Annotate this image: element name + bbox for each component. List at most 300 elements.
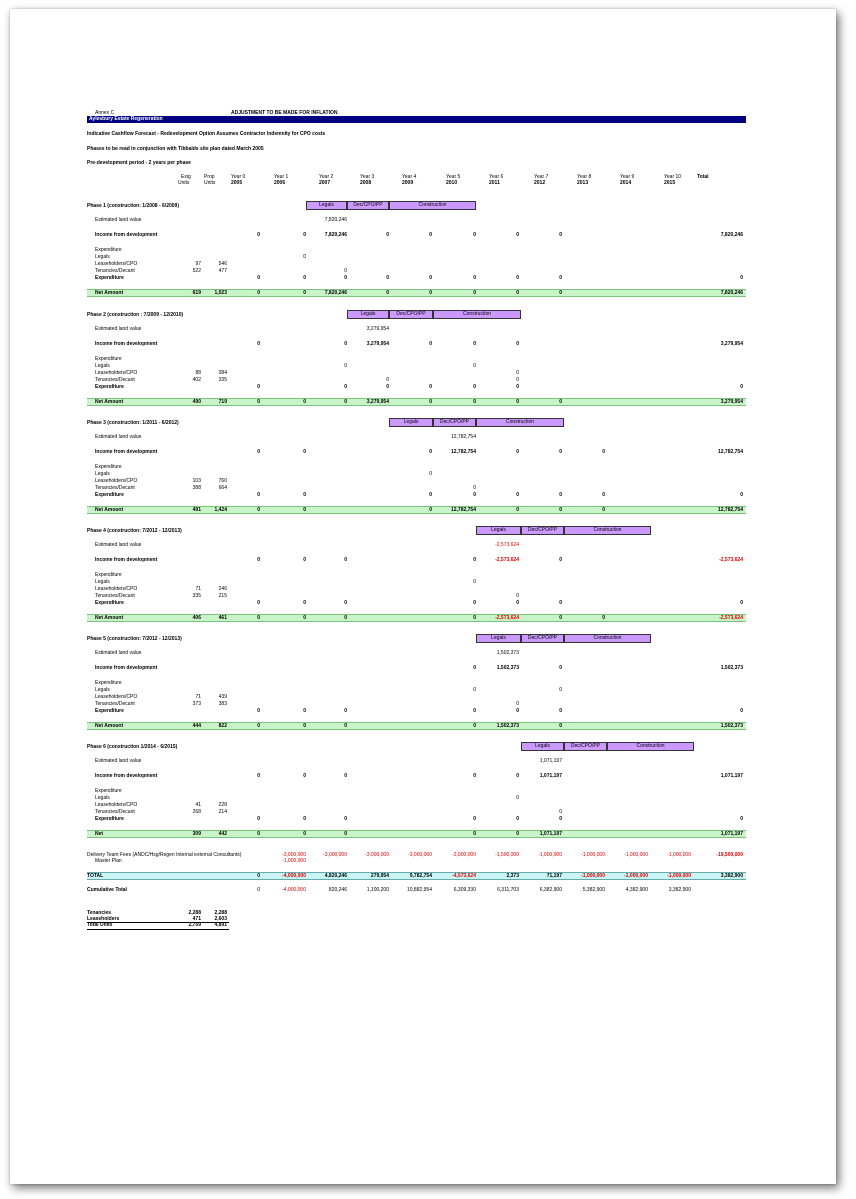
net-amount-value: 3,279,954 (720, 399, 743, 405)
income-value: 0 (516, 773, 519, 779)
net-amount-value: 1,071,197 (720, 831, 743, 837)
expenditure-value: 0 (516, 708, 519, 714)
tenancies-value: 388 (192, 485, 201, 491)
legals-value: 0 (516, 795, 519, 801)
total-value: -4,573,624 (452, 873, 476, 879)
income-value: -2,573,624 (495, 557, 519, 563)
leaseholders-label: Leaseholders/CPO (95, 694, 138, 700)
summary-proposed: 2,288 (214, 910, 227, 916)
income-value: -2,573,624 (719, 557, 743, 563)
document-title: Aylesbury Estate Regeneration (89, 116, 163, 122)
legals-label: Legals (95, 795, 110, 801)
cumulative-value: 6,382,900 (539, 887, 562, 893)
leaseholders-value: 71 (195, 694, 201, 700)
net-amount-value: 619 (192, 290, 201, 296)
income-value: 0 (303, 557, 306, 563)
cumulative-value: 820,246 (328, 887, 347, 893)
net-amount-value: 0 (602, 615, 605, 621)
net-amount-value: 0 (303, 615, 306, 621)
income-value: 0 (559, 557, 562, 563)
title-bar (87, 116, 746, 123)
tenancies-value: 0 (386, 377, 389, 383)
income-value: 0 (257, 232, 260, 238)
tenancies-value: 335 (192, 593, 201, 599)
year-column-header: Year 4 (402, 174, 417, 180)
tenancies-value: 0 (516, 593, 519, 599)
income-value: 0 (429, 341, 432, 347)
expenditure-value: 0 (516, 275, 519, 281)
net-amount-label: Net Amount (95, 290, 124, 296)
timeline-bar-construction: Construction (564, 526, 651, 535)
net-amount-value: 491 (192, 507, 201, 513)
estimated-land-value-label: Estimated land value (95, 758, 142, 764)
summary-proposed: 4,891 (214, 922, 227, 928)
income-value: 0 (303, 232, 306, 238)
summary-existing: 471 (192, 916, 201, 922)
net-amount-label: Net (95, 831, 104, 837)
delivery-fee-value: -1,500,000 (495, 852, 519, 858)
estimated-land-value-label: Estimated land value (95, 326, 142, 332)
leaseholders-value: 97 (195, 261, 201, 267)
tenancies-label: Tenancies/Decant (95, 377, 135, 383)
tenancies-value: 0 (516, 377, 519, 383)
summary-proposed: 2,603 (214, 916, 227, 922)
delivery-fee-value: -1,000,000 (581, 852, 605, 858)
net-amount-value: 0 (429, 399, 432, 405)
estimated-land-value: 12,782,754 (450, 434, 476, 440)
year-column-header: 2005 (231, 180, 243, 186)
year-column-header: Year 6 (489, 174, 504, 180)
tenancies-label: Tenancies/Decant (95, 809, 135, 815)
expenditure-value: 0 (473, 492, 476, 498)
tenancies-value: 477 (218, 268, 227, 274)
year-column-header: Year 1 (274, 174, 289, 180)
phase-heading: Phase 6 (construction 1/2014 - 6/2015) (87, 744, 178, 750)
net-amount-value: 0 (344, 831, 347, 837)
year-column-header: 2011 (489, 180, 500, 186)
expenditure-value: 0 (344, 708, 347, 714)
expenditure-value: 0 (303, 708, 306, 714)
income-value: 0 (344, 773, 347, 779)
net-amount-value: 822 (218, 723, 227, 729)
leaseholders-value: 439 (218, 694, 227, 700)
net-amount-value: 461 (218, 615, 227, 621)
net-amount-value: 0 (473, 290, 476, 296)
expenditure-label: Expenditure (95, 464, 122, 470)
expenditure-value: 0 (257, 600, 260, 606)
income-value: 12,782,754 (450, 449, 476, 455)
cumulative-value: 4,382,900 (625, 887, 648, 893)
expenditure-value: 0 (602, 492, 605, 498)
expenditure-value: 0 (740, 600, 743, 606)
net-amount-value: 0 (303, 290, 306, 296)
income-value: 0 (303, 773, 306, 779)
leaseholders-value: 41 (195, 802, 201, 808)
income-value: 0 (473, 773, 476, 779)
expenditure-value: 0 (344, 600, 347, 606)
tenancies-value: 0 (559, 809, 562, 815)
total-column-header: Total (697, 174, 709, 180)
tenancies-value: 268 (192, 809, 201, 815)
net-amount-value: 0 (257, 615, 260, 621)
income-value: 1,071,197 (720, 773, 743, 779)
net-amount-value: 0 (473, 831, 476, 837)
income-value: 3,279,954 (720, 341, 743, 347)
leaseholders-value: 246 (218, 586, 227, 592)
delivery-fee-value: -3,000,000 (282, 852, 306, 858)
legals-value: 0 (429, 471, 432, 477)
expenditure-value: 0 (303, 275, 306, 281)
tenancies-value: 335 (218, 377, 227, 383)
income-value: 0 (602, 449, 605, 455)
expenditure-value: 0 (303, 600, 306, 606)
income-value: 0 (344, 557, 347, 563)
legals-value: 0 (559, 687, 562, 693)
delivery-fee-value: -3,000,000 (365, 852, 389, 858)
total-value: 2,373 (506, 873, 519, 879)
net-amount-value: 0 (429, 290, 432, 296)
annex-label: Annex C (95, 110, 115, 116)
expenditure-value: 0 (740, 275, 743, 281)
leaseholders-value: 0 (516, 370, 519, 376)
delivery-fee-value: -1,000,000 (624, 852, 648, 858)
expenditure-value: 0 (559, 275, 562, 281)
net-amount-value: 0 (473, 615, 476, 621)
year-column-header: 2007 (319, 180, 331, 186)
expenditure-value: 0 (559, 708, 562, 714)
delivery-fee-value: -1,000,000 (538, 852, 562, 858)
legals-value: 0 (344, 363, 347, 369)
net-amount-value: 7,820,246 (324, 290, 347, 296)
cumulative-value: 6,311,703 (497, 887, 519, 893)
predevelopment-note: Pre-development period - 2 years per phase (87, 160, 191, 166)
timeline-bar-dec-cpo-pp: Dec/CPO/PP (389, 310, 433, 319)
expenditure-label: Expenditure (95, 247, 122, 253)
tenancies-value: 0 (516, 701, 519, 707)
timeline-bar-dec-cpo-pp: Dec/CPO/PP (433, 418, 476, 427)
expenditure-value: 0 (344, 384, 347, 390)
expenditure-total-label: Expenditure (95, 492, 124, 498)
expenditure-value: 0 (473, 275, 476, 281)
expenditure-label: Expenditure (95, 788, 122, 794)
timeline-bar-legals: Legals (389, 418, 433, 427)
expenditure-value: 0 (559, 816, 562, 822)
expenditure-value: 0 (740, 492, 743, 498)
expenditure-value: 0 (516, 384, 519, 390)
leaseholders-label: Leaseholders/CPO (95, 802, 138, 808)
cumulative-value: 10,882,954 (406, 887, 432, 893)
net-amount-value: 0 (303, 723, 306, 729)
timeline-bar-legals: Legals (476, 634, 521, 643)
net-amount-value: 0 (516, 399, 519, 405)
net-amount-value: 12,782,754 (450, 507, 476, 513)
income-value: 0 (429, 449, 432, 455)
cumulative-value: 6,309,330 (453, 887, 476, 893)
tenancies-value: 664 (218, 485, 227, 491)
income-label: Income from development (95, 232, 158, 238)
leaseholders-label: Leaseholders/CPO (95, 261, 138, 267)
net-amount-value: -2,573,624 (495, 615, 519, 621)
tenancies-value: 383 (218, 701, 227, 707)
income-value: 1,502,373 (496, 665, 519, 671)
net-amount-value: 0 (429, 507, 432, 513)
net-amount-value: 3,279,954 (366, 399, 389, 405)
expenditure-label: Expenditure (95, 356, 122, 362)
delivery-fee-value: -2,000,000 (452, 852, 476, 858)
net-amount-value: 0 (257, 831, 260, 837)
expenditure-value: 0 (473, 600, 476, 606)
leaseholders-value: 228 (218, 802, 227, 808)
tenancies-value: 402 (192, 377, 201, 383)
total-value: -1,000,000 (581, 873, 605, 879)
timeline-bar-dec-cpo-pp: Dec/CPO/PP (521, 634, 564, 643)
year-column-header: Year 0 (231, 174, 246, 180)
total-value: 279,954 (370, 873, 389, 879)
income-label: Income from development (95, 449, 158, 455)
subtitle: Indicative Cashflow Forecast - Redevelopment Option Assumes Contractor Indemnity for CPO costs (87, 131, 326, 137)
net-amount-value: 0 (257, 290, 260, 296)
phase-heading: Phase 2 (construction : 7/2009 - 12/2010) (87, 312, 184, 318)
net-amount-value: 0 (516, 831, 519, 837)
income-value: 0 (473, 232, 476, 238)
net-amount-value: 442 (218, 831, 227, 837)
timeline-bar-legals: Legals (521, 742, 564, 751)
net-amount-value: 0 (386, 290, 389, 296)
income-label: Income from development (95, 341, 158, 347)
expenditure-value: 0 (257, 275, 260, 281)
estimated-land-value: -2,573,624 (495, 542, 519, 548)
income-label: Income from development (95, 773, 158, 779)
delivery-fees-label: Delivery Team Fees (ANDC/Hsg/Regen Internal external Consultants) (87, 852, 242, 858)
year-column-header: 2010 (446, 180, 458, 186)
income-value: 0 (257, 557, 260, 563)
net-amount-value: 1,023 (214, 290, 227, 296)
leaseholders-label: Leaseholders/CPO (95, 586, 138, 592)
expenditure-value: 0 (303, 816, 306, 822)
phase-heading: Phase 4 (construction: 7/2012 - 12/2013) (87, 528, 182, 534)
income-value: 0 (473, 557, 476, 563)
total-value: -4,000,000 (282, 873, 306, 879)
net-amount-value: 0 (516, 290, 519, 296)
income-value: 0 (516, 232, 519, 238)
income-value: 7,820,246 (324, 232, 347, 238)
year-column-header: 2006 (274, 180, 286, 186)
summary-underline (87, 922, 229, 923)
timeline-bar-legals: Legals (347, 310, 389, 319)
tenancies-label: Tenancies/Decant (95, 268, 135, 274)
net-amount-value: 1,502,373 (720, 723, 743, 729)
total-value: 9,782,754 (409, 873, 432, 879)
expenditure-value: 0 (516, 600, 519, 606)
expenditure-value: 0 (516, 492, 519, 498)
net-amount-value: 12,782,754 (717, 507, 743, 513)
expenditure-value: 0 (344, 816, 347, 822)
total-value: 71,197 (546, 873, 562, 879)
net-amount-value: 406 (192, 615, 201, 621)
expenditure-label: Expenditure (95, 572, 122, 578)
delivery-fee-value: -3,000,000 (408, 852, 432, 858)
expenditure-value: 0 (559, 492, 562, 498)
estimated-land-value-label: Estimated land value (95, 650, 142, 656)
timeline-bar-construction: Construction (564, 634, 651, 643)
legals-label: Legals (95, 471, 110, 477)
expenditure-total-label: Expenditure (95, 708, 124, 714)
phase-heading: Phase 5 (construction: 7/2012 - 12/2013) (87, 636, 182, 642)
tenancies-value: 522 (192, 268, 201, 274)
year-column-header: Year 9 (620, 174, 635, 180)
expenditure-value: 0 (516, 816, 519, 822)
net-amount-value: 0 (344, 723, 347, 729)
income-value: 1,071,197 (539, 773, 562, 779)
total-value: 0 (257, 873, 260, 879)
net-amount-label: Net Amount (95, 399, 124, 405)
net-amount-value: 719 (218, 399, 227, 405)
income-label: Income from development (95, 665, 158, 671)
expenditure-value: 0 (473, 816, 476, 822)
income-value: 0 (559, 449, 562, 455)
plan-note: Phases to be read in conjunction with Tibbalds site plan dated March 2005 (87, 146, 264, 152)
inflation-heading: ADJUSTMENT TO BE MADE FOR INFLATION (231, 110, 338, 116)
year-column-header: 2009 (402, 180, 414, 186)
grand-total: 3,382,900 (720, 873, 743, 879)
year-column-header: 2013 (577, 180, 589, 186)
legals-value: 0 (473, 687, 476, 693)
expenditure-value: 0 (303, 492, 306, 498)
net-amount-value: 0 (257, 399, 260, 405)
leaseholders-value: 103 (192, 478, 201, 484)
estimated-land-value-label: Estimated land value (95, 434, 142, 440)
net-amount-label: Net Amount (95, 723, 124, 729)
net-amount-value: 0 (303, 831, 306, 837)
leaseholders-label: Leaseholders/CPO (95, 478, 138, 484)
expenditure-value: 0 (429, 492, 432, 498)
net-amount-value: -2,573,624 (719, 615, 743, 621)
expenditure-value: 0 (344, 275, 347, 281)
expenditure-value: 0 (386, 275, 389, 281)
phase-heading: Phase 1 (construction: 1/2008 - 6/2009) (87, 203, 179, 209)
expenditure-value: 0 (257, 384, 260, 390)
net-amount-value: 1,502,373 (496, 723, 519, 729)
legals-value: 0 (473, 363, 476, 369)
tenancies-value: 215 (218, 593, 227, 599)
year-column-header: Year 5 (446, 174, 461, 180)
year-column-header: Year 3 (360, 174, 375, 180)
expenditure-value: 0 (740, 708, 743, 714)
summary-existing: 2,759 (188, 922, 201, 928)
income-value: 0 (257, 449, 260, 455)
estimated-land-value-label: Estimated land value (95, 542, 142, 548)
net-amount-value: 444 (192, 723, 201, 729)
income-value: 0 (473, 341, 476, 347)
tenancies-label: Tenancies/Decant (95, 701, 135, 707)
income-value: 0 (473, 665, 476, 671)
year-column-header: Year 10 (664, 174, 682, 180)
timeline-bar-dec-cpo-pp: Dec/CPO/PP (564, 742, 607, 751)
estimated-land-value: 1,502,373 (496, 650, 519, 656)
net-amount-value: 0 (559, 723, 562, 729)
net-amount-value: 0 (257, 507, 260, 513)
expenditure-value: 0 (429, 384, 432, 390)
income-value: 3,279,954 (366, 341, 389, 347)
cumulative-value: 0 (257, 887, 260, 893)
expenditure-value: 0 (473, 708, 476, 714)
legals-label: Legals (95, 363, 110, 369)
estimated-land-value: 3,279,954 (366, 326, 389, 332)
year-column-header: 2012 (534, 180, 546, 186)
net-amount-label: Net Amount (95, 507, 124, 513)
income-value: 7,820,246 (720, 232, 743, 238)
net-amount-value: 0 (473, 723, 476, 729)
net-amount-value: 0 (559, 399, 562, 405)
expenditure-value: 0 (386, 384, 389, 390)
leaseholders-value: 760 (218, 478, 227, 484)
expenditure-value: 0 (473, 384, 476, 390)
year-column-header: Year 2 (319, 174, 334, 180)
tenancies-value: 373 (192, 701, 201, 707)
total-value: 4,820,246 (324, 873, 347, 879)
cumulative-value: 5,382,900 (582, 887, 605, 893)
income-label: Income from development (95, 557, 158, 563)
income-value: 0 (344, 341, 347, 347)
exist-units-header: Exig (181, 174, 191, 180)
expenditure-value: 0 (740, 816, 743, 822)
year-column-header: 2014 (620, 180, 632, 186)
expenditure-value: 0 (257, 708, 260, 714)
leaseholders-value: 88 (195, 370, 201, 376)
net-amount-value: 0 (473, 399, 476, 405)
expenditure-value: 0 (559, 600, 562, 606)
timeline-bar-legals: Legals (306, 201, 347, 210)
legals-label: Legals (95, 254, 110, 260)
cumulative-label: Cumulative Total (87, 887, 127, 893)
expenditure-total-label: Expenditure (95, 600, 124, 606)
net-amount-value: 0 (559, 290, 562, 296)
delivery-fees-total: -19,500,000 (716, 852, 743, 858)
estimated-land-value-label: Estimated land value (95, 217, 142, 223)
net-amount-value: 0 (257, 723, 260, 729)
delivery-fee-value: -1,000,000 (667, 852, 691, 858)
timeline-bar-legals: Legals (476, 526, 521, 535)
cumulative-value: 3,382,900 (668, 887, 691, 893)
expenditure-label: Expenditure (95, 680, 122, 686)
estimated-land-value: 1,071,197 (539, 758, 562, 764)
net-amount-value: 1,071,197 (539, 831, 562, 837)
expenditure-total-label: Expenditure (95, 384, 124, 390)
expenditure-total-label: Expenditure (95, 275, 124, 281)
summary-label: Tenancies (87, 910, 112, 916)
net-amount-value: 0 (559, 507, 562, 513)
income-value: 0 (257, 341, 260, 347)
total-value: -1,000,000 (667, 873, 691, 879)
tenancies-label: Tenancies/Decant (95, 593, 135, 599)
year-column-header: Year 8 (577, 174, 592, 180)
leaseholders-value: 546 (218, 261, 227, 267)
timeline-bar-construction: Construction (607, 742, 694, 751)
income-value: 12,782,754 (717, 449, 743, 455)
leaseholders-label: Leaseholders/CPO (95, 370, 138, 376)
estimated-land-value: 7,820,246 (324, 217, 347, 223)
year-column-header: 2015 (664, 180, 676, 186)
net-amount-value: 7,820,246 (720, 290, 743, 296)
total-label: TOTAL (87, 873, 104, 879)
summary-label: Leaseholders (87, 916, 120, 922)
exist-units-header: Units (178, 180, 190, 186)
year-column-header: Year 7 (534, 174, 549, 180)
cumulative-value: 1,100,200 (366, 887, 389, 893)
expenditure-value: 0 (257, 492, 260, 498)
legals-value: 0 (303, 254, 306, 260)
prop-units-header: Prop (204, 174, 215, 180)
